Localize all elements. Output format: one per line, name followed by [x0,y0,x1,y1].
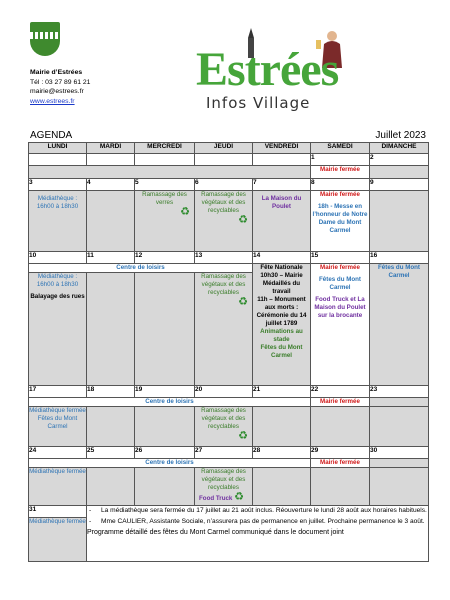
logo-word: Estrées [196,43,339,96]
food-vendor: Food Truck et La Maison du Poulet [314,296,366,311]
note-social-worker: - Mme CAULIER, Assistante Sociale, n’assurera pas de permanence en juillet. Prochaine permanence le 3 août. [87,517,428,526]
closure-note: Mairie fermée [320,166,360,173]
empty-cell [370,398,429,407]
day-number: 28 [253,447,311,459]
festival-note: Fêtes du Mont Carmel [260,344,303,359]
week-number-row [29,447,429,459]
week-number-row [29,154,429,166]
day-header: MARDI [87,143,135,154]
contact-block [30,68,90,106]
event-cell [253,191,311,252]
website-link[interactable]: www.estrees.fr [30,97,75,105]
week-number-row [29,252,429,264]
festival-note: Fêtes du Mont Carmel [319,276,361,291]
day-number: 10 [29,252,87,264]
agenda-title: AGENDA [30,130,73,141]
stadium-activities: Animations au stade [260,328,303,343]
event-cell [311,166,370,179]
event-cell [195,407,253,447]
empty-cell [87,191,135,252]
empty-cell [370,191,429,252]
email-address: mairie@estrees.fr [30,88,84,96]
closure-note: Mairie fermée [320,459,360,466]
event-cell [253,264,311,386]
day-number [135,154,195,166]
event-cell [135,191,195,252]
note-library: - La médiathèque sera fermée du 17 juillet au 21 août inclus. Réouverture le lundi 28 août aux horaires habituels. [87,506,428,515]
day-number: 16 [370,252,429,264]
waste-collection: Ramassage des végétaux et des recyclables [201,273,246,296]
day-number: 30 [370,447,429,459]
day-number: 11 [87,252,135,264]
holiday-center-band: Centre de loisirs [29,398,311,407]
day-header: MERCREDI [135,143,195,154]
closure-note: Mairie fermée [320,398,360,405]
day-number: 13 [195,252,253,264]
day-number [195,154,253,166]
day-number: 23 [370,386,429,398]
food-vendor: Food Truck [199,495,233,502]
day-header: DIMANCHE [370,143,429,154]
day-number: 27 [195,447,253,459]
week-event-row [29,191,429,252]
empty-cell [311,407,370,447]
empty-cell [135,468,195,506]
empty-cell [87,468,135,506]
event-cell [370,264,429,386]
event-cell [29,191,87,252]
notes-box [87,506,429,562]
event-cell [29,407,87,447]
recycle-icon: ♻ [180,206,190,218]
event-cell [29,273,87,386]
empty-cell [135,407,195,447]
national-day: Fête Nationale 10h30 – Mairie Médaillés du travail [260,264,303,295]
library-closed: Médiathèque fermée [29,518,86,525]
ceremony: 11h – Monument aux morts : Cérémonie du 14 juillet 1789 [256,296,307,327]
empty-cell [253,407,311,447]
waste-collection: Ramassage des végétaux et des recyclables [201,407,246,430]
glass-collection: Ramassage des verres [142,191,187,206]
library-hours: Médiathèque : 16h00 à 18h30 [36,273,79,288]
waste-collection: Ramassage des végétaux et des recyclables [201,468,246,491]
mass-event: 18h - Messe en l’honneur de Notre Dame du Mont Carmel [312,203,368,234]
recycle-icon: ♻ [238,214,248,226]
empty-cell [135,273,195,386]
day-number: 6 [195,179,253,191]
day-number [87,154,135,166]
empty-cell [370,407,429,447]
day-number: 29 [311,447,370,459]
day-number: 12 [135,252,195,264]
village-logo [196,24,366,124]
day-header: SAMEDI [311,143,370,154]
library-closed: Médiathèque fermée [29,407,86,414]
day-number: 19 [135,386,195,398]
food-vendor: La Maison du Poulet [261,195,302,210]
day-number: 14 [253,252,311,264]
event-cell [195,191,253,252]
day-number: 7 [253,179,311,191]
org-name: Mairie d’Estrées [30,69,83,76]
empty-cell [29,166,311,179]
event-cell [195,273,253,386]
week-band-row [29,459,429,468]
day-number: 1 [311,154,370,166]
event-cell [195,468,253,506]
event-cell [29,518,87,562]
event-cell [311,191,370,252]
week-band-row [29,398,429,407]
week-event-row [29,468,429,506]
closure-note: Mairie fermée [320,191,360,198]
day-number: 17 [29,386,87,398]
day-number [29,154,87,166]
day-number: 24 [29,447,87,459]
event-cell [311,264,370,386]
day-number: 9 [370,179,429,191]
week-number-row [29,506,429,518]
day-number: 18 [87,386,135,398]
event-cell [311,398,370,407]
street-sweeping: Balayage des rues [30,293,85,300]
day-header: JEUDI [195,143,253,154]
recycle-icon: ♻ [238,296,248,308]
day-number: 25 [87,447,135,459]
programme-note: Programme détaillé des fêtes du Mont Carmel communiqué dans le document joint [87,529,344,536]
holiday-center-band: Centre de loisirs [29,264,253,273]
recycle-icon: ♻ [238,430,248,442]
day-number: 20 [195,386,253,398]
empty-cell [87,407,135,447]
day-header-row [29,143,429,154]
week-number-row [29,386,429,398]
festival-note: Fêtes du Mont Carmel [378,264,420,279]
crest-icon [30,22,60,56]
library-hours: Médiathèque : 16h00 à 18h30 [36,195,79,210]
closure-note: Mairie fermée [320,264,360,271]
day-header: LUNDI [29,143,87,154]
empty-cell [311,468,370,506]
empty-cell [370,468,429,506]
phone-number: Tél : 03 27 89 61 21 [30,78,91,86]
empty-cell [370,166,429,179]
week-event-row [29,166,429,179]
festival-note: Fêtes du Mont Carmel [37,415,78,430]
empty-cell [87,273,135,386]
week-number-row [29,179,429,191]
empty-cell [370,459,429,468]
day-number: 4 [87,179,135,191]
empty-cell [253,468,311,506]
day-number: 21 [253,386,311,398]
day-number [253,154,311,166]
day-number: 8 [311,179,370,191]
week-event-row [29,407,429,447]
day-header: VENDREDI [253,143,311,154]
month-title: Juillet 2023 [375,130,426,141]
flea-market: sur la brocante [317,312,363,319]
recycle-icon: ♻ [234,491,244,503]
week-band-row [29,264,429,273]
event-cell [29,468,87,506]
day-number: 5 [135,179,195,191]
day-number: 2 [370,154,429,166]
day-number: 15 [311,252,370,264]
day-number: 3 [29,179,87,191]
calendar-table [28,142,429,562]
logo-subtitle: Infos Village [206,94,311,112]
day-number: 31 [29,506,87,518]
event-cell [311,459,370,468]
day-number: 26 [135,447,195,459]
holiday-center-band: Centre de loisirs [29,459,311,468]
waste-collection: Ramassage des végétaux et des recyclables [201,191,246,214]
day-number: 22 [311,386,370,398]
library-closed: Médiathèque fermée [29,468,86,475]
